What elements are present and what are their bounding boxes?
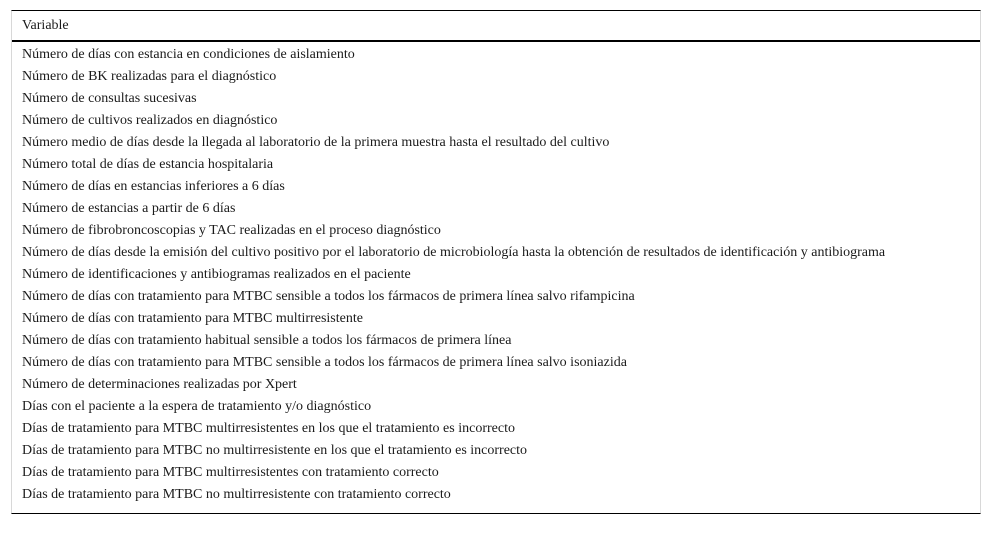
table-row: Número de días con tratamiento para MTBC sensible a todos los fármacos de primera línea salvo rifampicina [22, 289, 635, 304]
table-row: Número de días con estancia en condiciones de aislamiento [22, 47, 355, 62]
table-row: Número de determinaciones realizadas por Xpert [22, 377, 297, 392]
table-row: Número de días con tratamiento para MTBC multirresistente [22, 311, 363, 326]
table-row: Número de BK realizadas para el diagnóstico [22, 69, 277, 84]
table-row: Número de consultas sucesivas [22, 91, 197, 106]
table-row: Número de fibrobroncoscopias y TAC realizadas en el proceso diagnóstico [22, 223, 441, 238]
table-row: Número de cultivos realizados en diagnóstico [22, 113, 278, 128]
table-row: Número de días con tratamiento para MTBC sensible a todos los fármacos de primera línea salvo isoniazida [22, 355, 627, 370]
table-row: Número de días con tratamiento habitual sensible a todos los fármacos de primera línea [22, 333, 512, 348]
table-row: Días de tratamiento para MTBC no multirresistente en los que el tratamiento es incorrecto [22, 443, 528, 458]
table-row: Días con el paciente a la espera de tratamiento y/o diagnóstico [22, 399, 372, 414]
table-row: Número de días en estancias inferiores a 6 días [22, 179, 285, 194]
table-row: Días de tratamiento para MTBC multirresistentes en los que el tratamiento es incorrecto [22, 421, 515, 436]
variables-table [11, 10, 981, 514]
table-row: Número de estancias a partir de 6 días [22, 201, 236, 216]
table-row: Número medio de días desde la llegada al laboratorio de la primera muestra hasta el resultado del cultivo [22, 135, 610, 150]
table-header [12, 11, 980, 42]
table-body [12, 42, 980, 513]
table-row: Número de identificaciones y antibiogramas realizados en el paciente [22, 267, 411, 282]
table-row: Días de tratamiento para MTBC no multirresistente con tratamiento correcto [22, 487, 451, 502]
column-header-variable: Variable [22, 17, 69, 33]
table-row: Días de tratamiento para MTBC multirresistentes con tratamiento correcto [22, 465, 439, 480]
table-row: Número total de días de estancia hospitalaria [22, 157, 274, 172]
table-row: Número de días desde la emisión del cultivo positivo por el laboratorio de microbiología hasta la obtención de resultados de identificación y antibiograma [22, 245, 886, 260]
